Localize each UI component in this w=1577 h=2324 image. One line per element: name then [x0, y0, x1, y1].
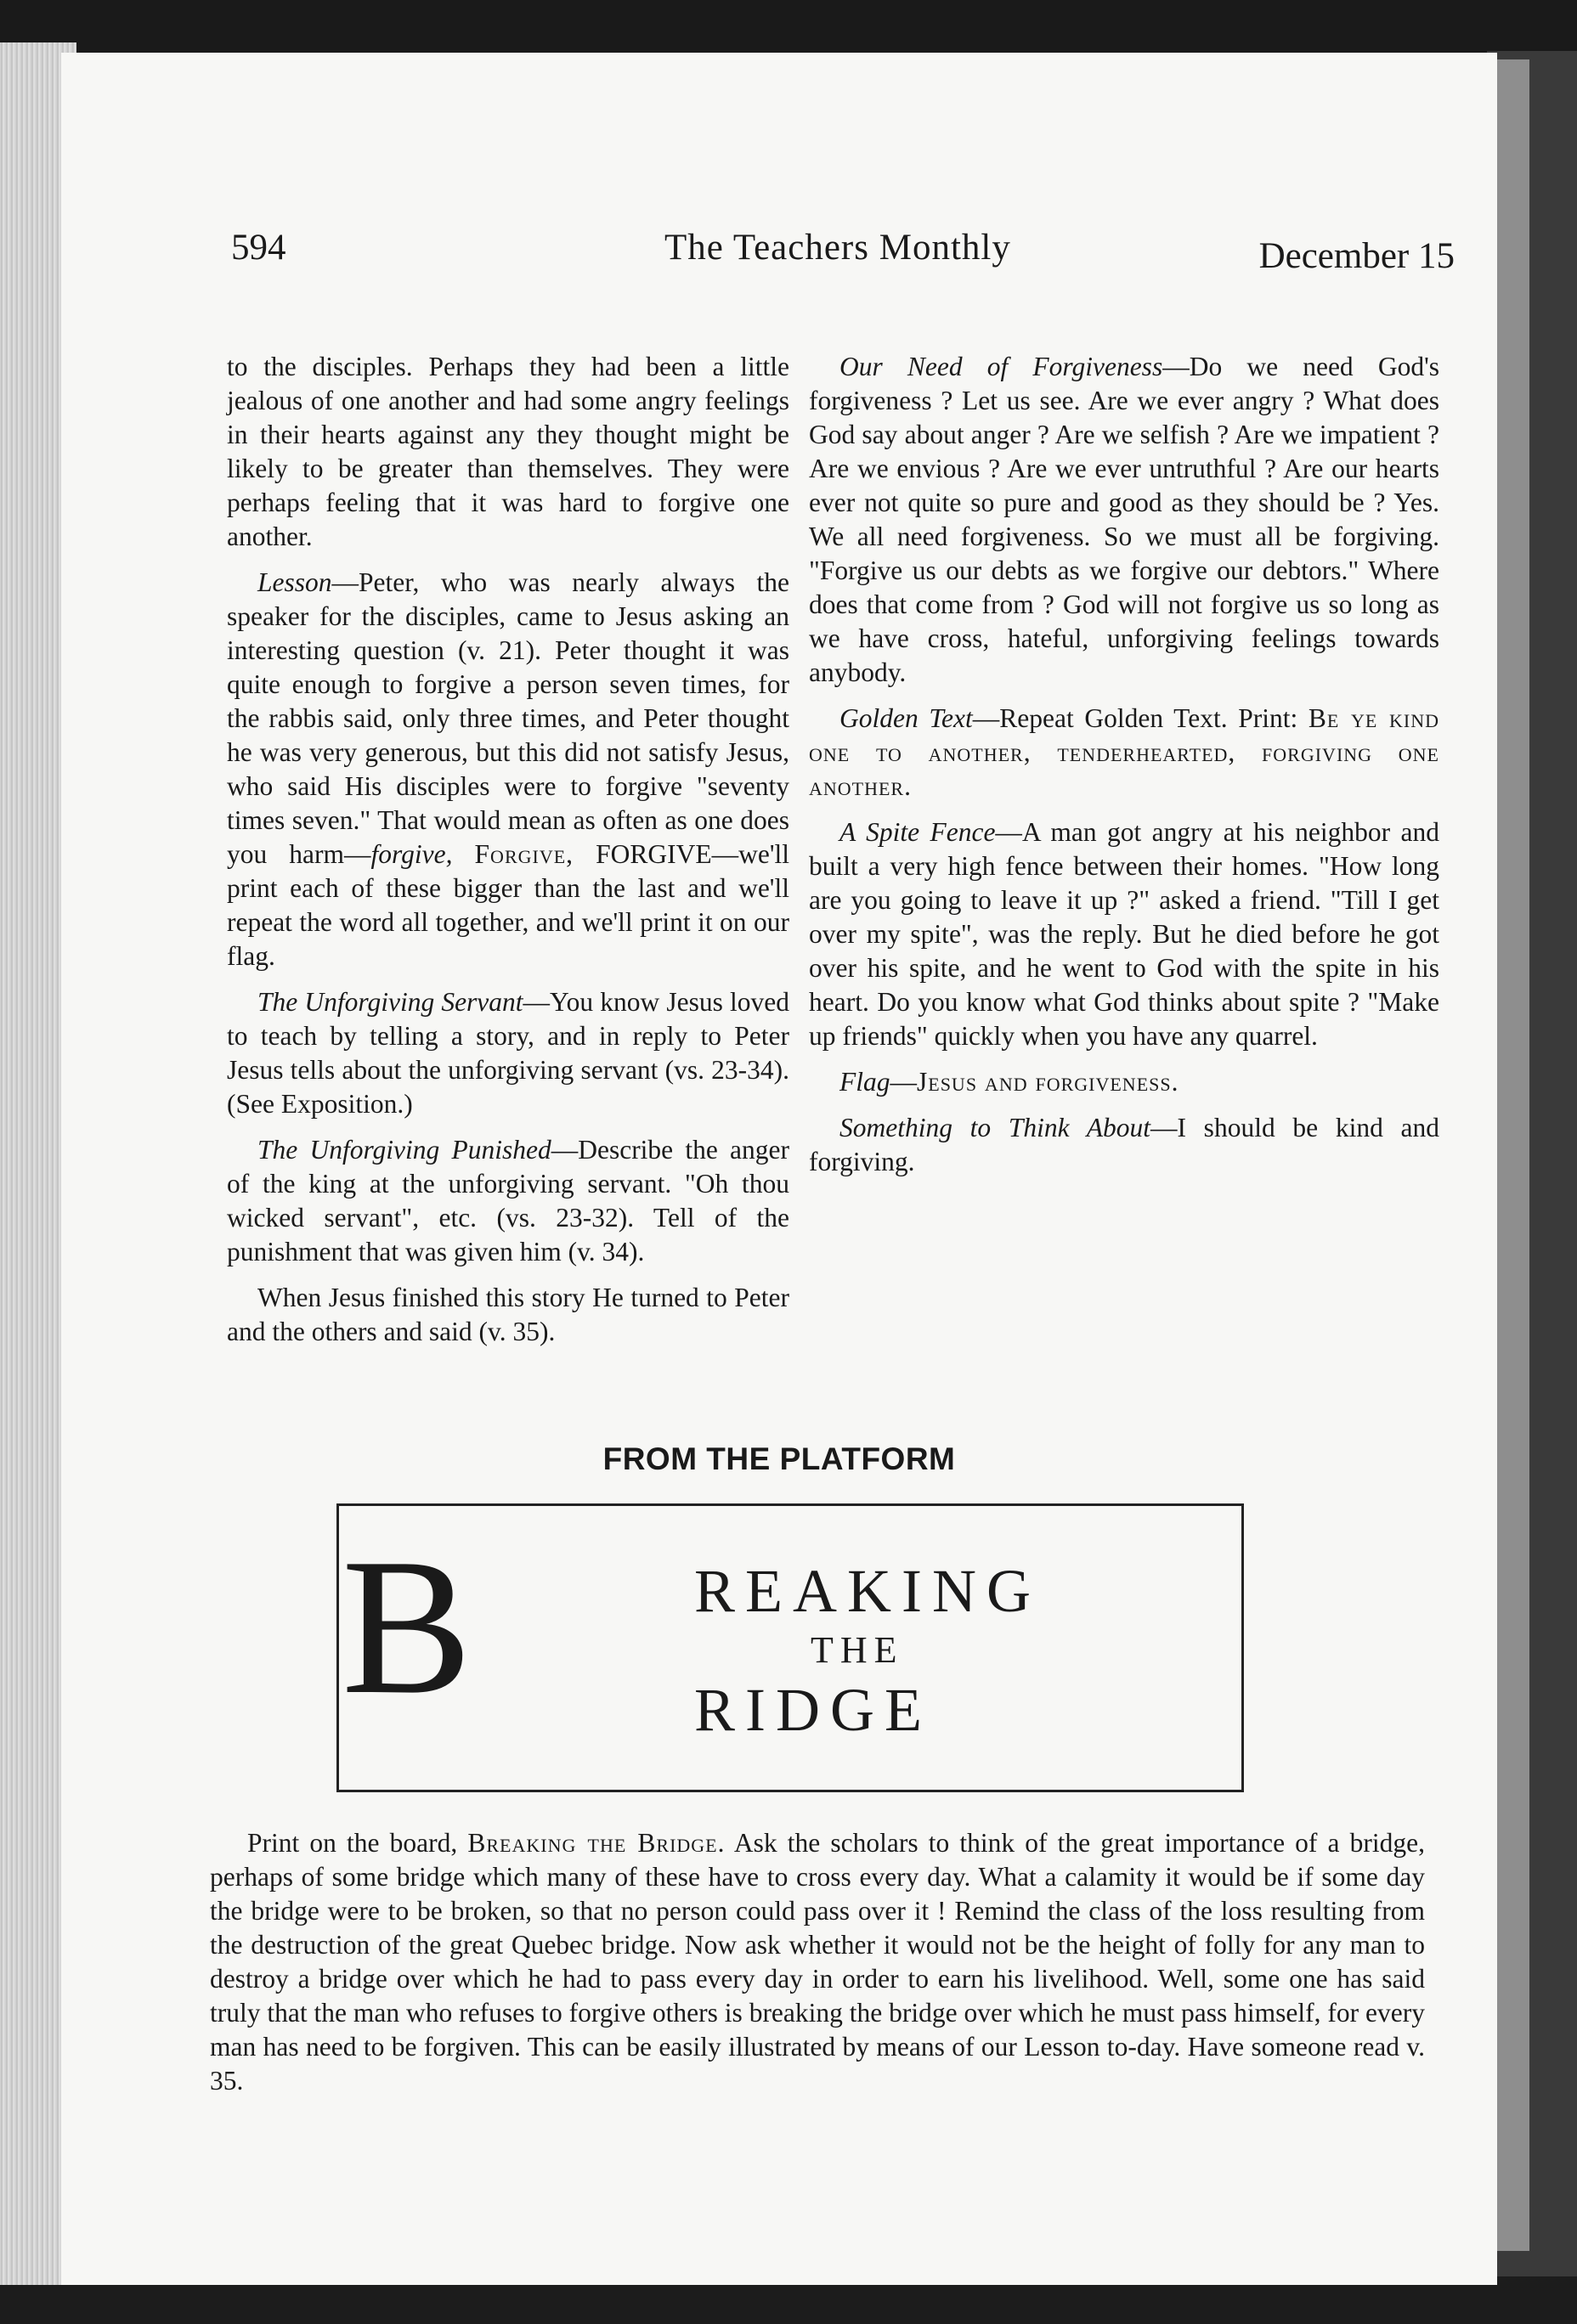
paragraph-spite-fence: A Spite Fence—A man got angry at his neighbor and built a very high fence between their homes. "How long are you going to leave it up ?" asked a friend. "Till I get over my spite", was the reply. But he died before he got over his spite, and he went to God with the spite in his heart. Do you know what God thinks about spite ? "Make up friends" quickly when you have any quarrel.: [809, 817, 1439, 1051]
book-page: [61, 53, 1497, 2285]
right-column: [809, 350, 1439, 1191]
paragraph-flag: Flag—Jesus and forgiveness.: [839, 1067, 1179, 1097]
paragraph-lead: Golden Text: [839, 703, 973, 733]
board-line-2: THE: [811, 1629, 904, 1671]
scan-top-border: [0, 0, 1577, 59]
paragraph-lead: Flag: [839, 1067, 890, 1097]
paragraph-need-of-forgiveness: Our Need of Forgiveness—Do we need God's forgiveness ? Let us see. Are we ever angry ? What does God say about anger ? Are we selfish ? Are we impatient ? Are we envious ? Are we ever untruthful ? Are our hearts ever not quite so pure and good as they should be ? Yes. We all need forgiveness. So we must all be forgiving. "Forgive us our debts as we forgive our debtors." Where does that come from ? God will not forgive us so long as we have cross, hateful, unforgiving feelings towards anybody.: [809, 352, 1439, 687]
paragraph-lead: Something to Think About: [839, 1113, 1150, 1142]
journal-title: The Teachers Monthly: [664, 228, 1011, 268]
paragraph-unforgiving-servant: The Unforgiving Servant—You know Jesus loved to teach by telling a story, and in reply to Peter Jesus tells about the unforgiving servant (vs. 23-34). (See Exposition.): [227, 987, 789, 1119]
board-line-3: RIDGE: [694, 1676, 932, 1744]
paragraph-lead: The Unforgiving Punished: [257, 1135, 551, 1165]
platform-body: [210, 1826, 1425, 2098]
paragraph: to the disciples. Perhaps they had been a little jealous of one another and had some angry feelings in their hearts against any they thought might be likely to be greater than themselves. They were perhaps feeling that it was hard to forgive one another.: [227, 352, 789, 551]
running-header: [231, 227, 1455, 286]
paragraph-lesson: Lesson—Peter, who was nearly always the speaker for the disciples, came to Jesus asking an interesting question (v. 21). Peter thought it was quite enough to forgive a person seven times, for the rabbis said, only three times, and Peter thought he was very generous, but this did not satisfy Jesus, who said His disciples were to forgive "seventy times seven." That would mean as often as one does you harm—forgive, Forgive, FORGIVE—we'll print each of these bigger than the last and we'll repeat the word all together, and we'll print it on our flag.: [227, 567, 790, 971]
paragraph-lead: The Unforgiving Servant: [257, 987, 523, 1017]
board-line-1: REAKING: [694, 1557, 1041, 1625]
paragraph-golden-text: Golden Text—Repeat Golden Text. Print: Be ye kind one to another, tenderhearted, forgiving one another.: [809, 703, 1440, 801]
paragraph-lead: Lesson: [257, 567, 332, 597]
paragraph: Print on the board, Breaking the Bridge. Ask the scholars to think of the great importance of a bridge, perhaps of some bridge which many of these have to cross every day. What a calamity it would be if some day the bridge were to be broken, so that no person could pass over it ! Remind the class of the loss resulting from the destruction of the great Quebec bridge. Now ask whether it would not be the height of folly for any man to destroy a bridge over which he had to pass every day in order to earn his livelihood. Well, some one has said truly that the man who refuses to forgive others is breaking the bridge over which he must pass himself, for every man has need to be forgiven. This can be easily illustrated by means of our Lesson to-day. Have someone read v. 35.: [210, 1828, 1426, 2096]
book-inner-edge: [1497, 59, 1529, 2251]
board-illustration-frame: [336, 1503, 1244, 1792]
section-heading: FROM THE PLATFORM: [602, 1441, 956, 1476]
page-number: 594: [231, 228, 286, 268]
left-column: [227, 350, 789, 1361]
paragraph: When Jesus finished this story He turned to Peter and the others and said (v. 35).: [227, 1283, 789, 1346]
board-initial-letter: B: [342, 1518, 472, 1735]
paragraph-lead: A Spite Fence: [839, 817, 996, 847]
paragraph-lead: Our Need of Forgiveness: [839, 352, 1163, 381]
issue-date: December 15: [1258, 236, 1455, 276]
paragraph-unforgiving-punished: The Unforgiving Punished—Describe the anger of the king at the unforgiving servant. "Oh thou wicked servant", etc. (vs. 23-32). Tell of the punishment that was given him (v. 34).: [227, 1135, 789, 1266]
paragraph-something-to-think: Something to Think About—I should be kind and forgiving.: [809, 1113, 1439, 1176]
